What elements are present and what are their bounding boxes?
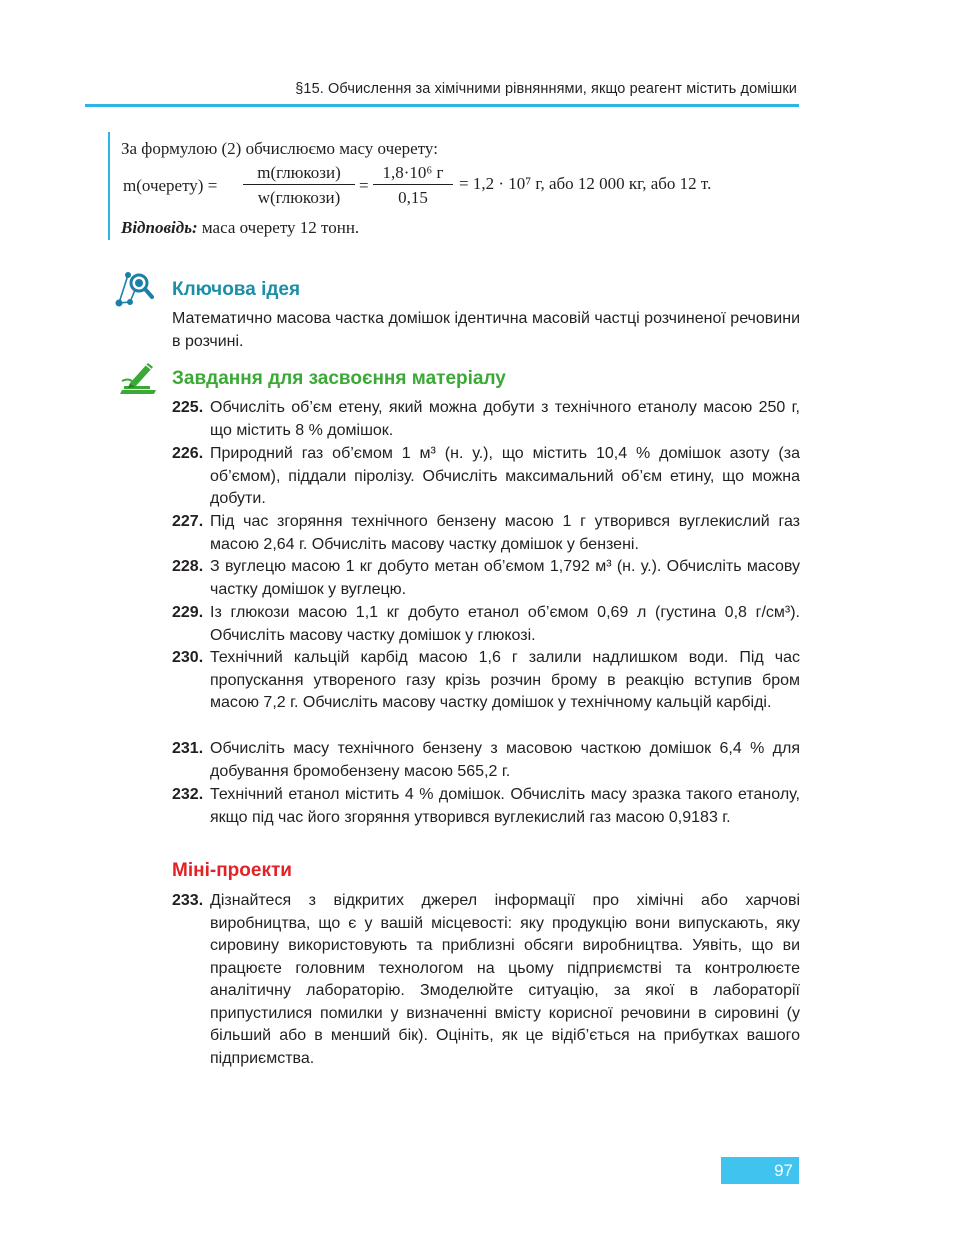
task-item [172, 647, 800, 715]
task-text: Природний газ об’ємом 1 м³ (н. у.), що містить 10,4 % домішок азоту (за об’ємом), піддали піролізу. Обчисліть максимальний об’єм етину, що можна добути. [210, 445, 800, 507]
task-number: 230. [172, 649, 204, 666]
task-item [172, 556, 800, 601]
task-text: Обчисліть об’єм етену, який можна добути з технічного етанолу масою 250 г, що містить 8 % домішок. [210, 399, 800, 439]
task-item [172, 784, 800, 829]
task-text: Під час згоряння технічного бензену масою 1 г утворився вуглекислий газ масою 2,64 г. Обчисліть масову частку домішок у бензені. [210, 513, 800, 553]
key-idea-text: Математично масова частка домішок ідентична масовій частці розчиненої речовини в розчині. [172, 310, 800, 350]
formula [123, 162, 803, 214]
task-item [172, 397, 800, 442]
task-number: 233. [172, 892, 204, 909]
task-text: Технічний етанол містить 4 % домішок. Обчисліть масу зразка такого етанолу, якщо під час його згоряння утворився вуглекислий газ масою 0,9183 г. [210, 786, 800, 826]
mini-projects-title: Міні-проекти [172, 860, 292, 881]
task-number: 229. [172, 604, 204, 621]
answer-label: Відповідь: [121, 218, 198, 237]
task-text: Обчисліть масу технічного бензену з масовою часткою домішок 6,4 % для добування бромобензену масою 565,2 г. [210, 740, 800, 780]
task-number: 226. [172, 445, 204, 462]
magnifier-molecule-icon [113, 270, 155, 310]
fraction-1-numerator: m(глюкози) [243, 162, 355, 185]
running-header [85, 76, 799, 107]
task-text: Технічний кальцій карбід масою 1,6 г залили надлишком води. Під час пропускання утвореного газу крізь розчин брому в реакцію вступив бром масою 7,2 г. Обчисліть масову частку домішок у технічному кальцій карбіді. [210, 649, 800, 711]
fraction-2-denominator: 0,15 [398, 188, 428, 207]
pencil-book-icon [120, 359, 158, 395]
task-text: Із глюкози масою 1,1 кг добуто етанол об’ємом 0,69 л (густина 0,8 г/см³). Обчисліть масову частку домішок у глюкозі. [210, 604, 800, 644]
page-number: 97 [721, 1157, 799, 1184]
task-item [172, 511, 800, 556]
key-idea-title: Ключова ідея [172, 279, 301, 300]
tasks-title: Завдання для засвоєння матеріалу [172, 368, 506, 389]
task-item [172, 443, 800, 511]
task-number: 228. [172, 558, 204, 575]
fraction-2-numerator: 1,8·10⁶ г [373, 162, 453, 185]
task-number: 225. [172, 399, 204, 416]
task-number: 232. [172, 786, 204, 803]
fraction-1-denominator: w(глюкози) [257, 188, 341, 207]
answer-text: маса очерету 12 тонн. [197, 218, 360, 237]
task-item [172, 602, 800, 647]
task-text: З вуглецю масою 1 кг добуто метан об’ємом 1,792 м³ (н. у.). Обчисліть масову частку домішок у вуглецю. [210, 558, 800, 598]
header-title: §15. Обчислення за хімічними рівняннями, якщо реагент містить домішки [295, 81, 797, 97]
task-number: 231. [172, 740, 204, 757]
formula-lhs: m(очерету) = [123, 176, 218, 195]
formula-result: = 1,2 · 10⁷ г, або 12 000 кг, або 12 т. [459, 174, 712, 193]
task-text: Дізнайтеся з відкритих джерел інформації про хімічні або харчові виробництва, що є у вашій місцевості: яку продукцію вони випускають, яку сировину використовують та приблизні обсяги виробництва. Уявіть, що ви працюєте головним технологом на цьому підприємстві та контролюєте аналітичну лабораторію. Змоделюйте ситуацію, за якої в лабораторії припустилися помилки у визначенні вмісту корисної речовини в сировині (у більший або в менший бік). Оцініть, як це відіб’ється на прибутках вашого підприємства. [210, 892, 800, 1067]
formula-equals: = [359, 176, 369, 195]
answer-line [121, 218, 359, 238]
task-item [172, 738, 800, 783]
solution-intro: За формулою (2) обчислюємо масу очерету: [121, 139, 438, 158]
fraction-1 [243, 162, 355, 209]
task-item [172, 890, 800, 1070]
fraction-2 [373, 162, 453, 209]
task-number: 227. [172, 513, 204, 530]
solution-block [108, 132, 800, 240]
